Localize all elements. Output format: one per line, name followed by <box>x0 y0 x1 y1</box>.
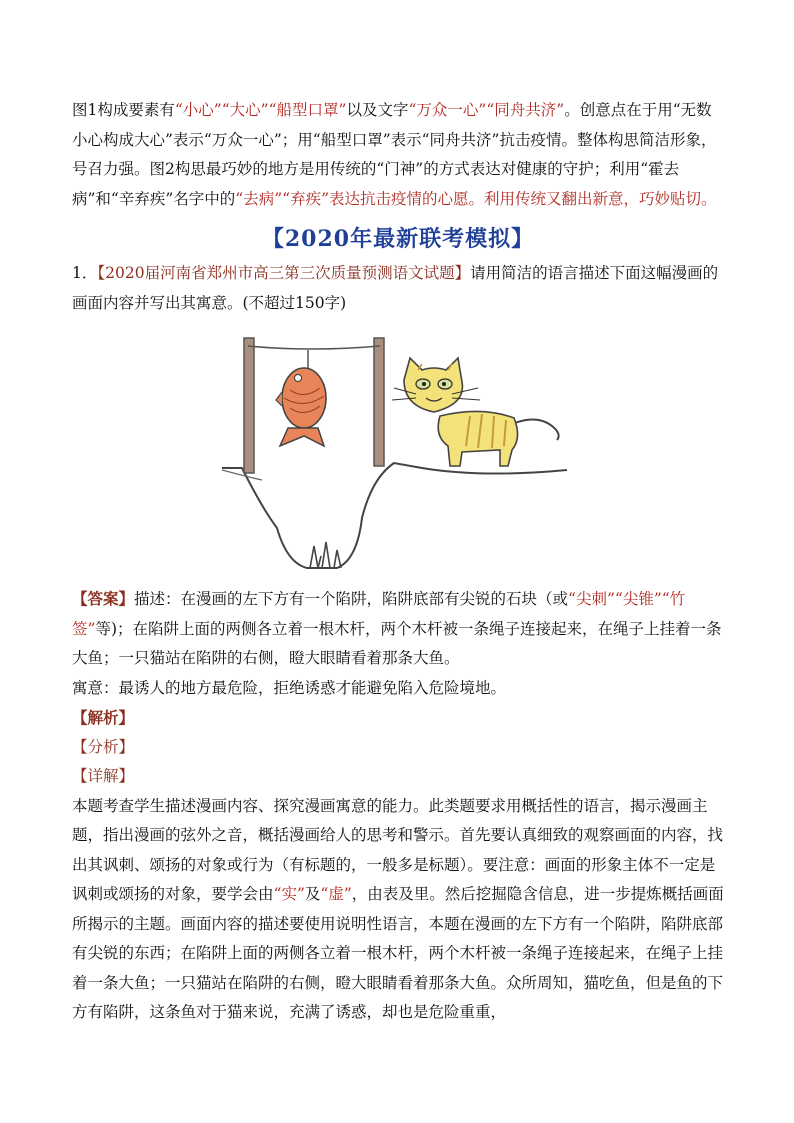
quote-wanzhong: “万众一心” <box>408 101 487 119</box>
answer-description-b: 等)；在陷阱上面的两侧各立着一根木杆，两个木杆被一条绳子连接起来，在绳子上挂着一条大鱼；一只猫站在陷阱的右侧，瞪大眼睛看着那条大鱼。 <box>72 619 722 667</box>
quote-daxin: “大心” <box>221 101 269 119</box>
intro-text-1: 图1构成要素有 <box>72 101 175 119</box>
quote-jianci: “尖刺” <box>568 590 615 608</box>
detail-paragraph <box>72 792 724 1028</box>
quote-tongzhou: “同舟共济” <box>486 101 565 119</box>
answer-description-a: 描述：在漫画的左下方有一个陷阱，陷阱底部有尖锐的石块（或 <box>134 590 569 608</box>
cat <box>392 358 559 466</box>
answer-label: 【答案】 <box>72 589 135 608</box>
intro-text-3: 。创意点在于用“无数小心构成大心”表示“万众一心”；用“船型口罩”表示“同舟共济”抗击疫情。整体构思简洁形象，号召力强。图2构思最巧妙的地方是用传统的“门神”的方式表达对健康的守护；利用“霍去病”和“辛弃疾”名字中的 <box>72 101 717 208</box>
analysis-label: 【解析】 <box>72 708 135 727</box>
quote-zhuqian: “竹签” <box>72 590 686 638</box>
section-title: 【2020年最新联考模拟】 <box>261 226 535 252</box>
quote-jianzhui: “尖锥” <box>614 590 662 608</box>
intro-text-4: 表达抗击疫情的心愿。利用传统又翻出新意，巧妙贴切。 <box>329 189 717 208</box>
right-pole <box>374 338 384 466</box>
detail-text-mid: 及 <box>304 885 321 903</box>
quote-xu: “虚” <box>320 885 352 903</box>
quote-chuanxing: “船型口罩” <box>268 101 347 119</box>
left-pole <box>244 338 254 473</box>
question-paragraph <box>72 259 724 318</box>
cartoon-drawing <box>222 328 582 578</box>
quote-qubing: “去病” <box>235 189 283 208</box>
question-source: 【2020届河南省郑州市高三第三次质量预测语文试题】 <box>97 264 471 282</box>
question-number: 1． <box>72 264 98 282</box>
fish <box>276 368 326 446</box>
answer-paragraph <box>72 584 724 674</box>
document-page <box>72 96 724 1028</box>
detail-text-b: ，由表及里。然后挖掘隐含信息，进一步提炼概括画面所揭示的主题。画面内容的描述要使用说明性语言，本题在漫画的左下方有一个陷阱，陷阱底部有尖锐的东西；在陷阱上面的两侧各立着一根木杆，两个木杆被一条绳子连接起来，在绳子上挂着一条大鱼；一只猫站在陷阱的右侧，瞪大眼睛看着那条大鱼。众所周知，猫吃鱼，但是鱼的下方有陷阱，这条鱼对于猫来说，充满了诱惑，却也是危险重重， <box>72 885 724 1021</box>
quote-shi: “实” <box>273 885 305 903</box>
question-text: 请用简洁的语言描述下面这幅漫画的画面内容并写出其寓意。(不超过150字) <box>72 264 719 312</box>
intro-text-2: 以及文字 <box>346 101 409 119</box>
detail-label: 【详解】 <box>72 767 135 785</box>
intro-paragraph <box>72 96 724 214</box>
detail-text-a: 本题考查学生描述漫画内容、探究漫画寓意的能力。此类题要求用概括性的语言，揭示漫画主题，指出漫画的弦外之音，概括漫画给人的思考和警示。首先要认真细致的观察画面的内容，找出其讽刺、颂扬的对象或行为（有标题的，一般多是标题）。要注意：画面的形象主体不一定是讽刺或颂扬的对象，要学会由 <box>72 796 724 903</box>
fenxi-label: 【分析】 <box>72 737 135 756</box>
cartoon-image <box>222 328 582 578</box>
quote-qiji: “弃疾” <box>282 189 329 208</box>
answer-moral: 寓意：最诱人的地方最危险，拒绝诱惑才能避免陷入危险境地。 <box>72 678 507 697</box>
quote-xiaoxin: “小心” <box>174 101 222 119</box>
rope <box>248 346 380 349</box>
